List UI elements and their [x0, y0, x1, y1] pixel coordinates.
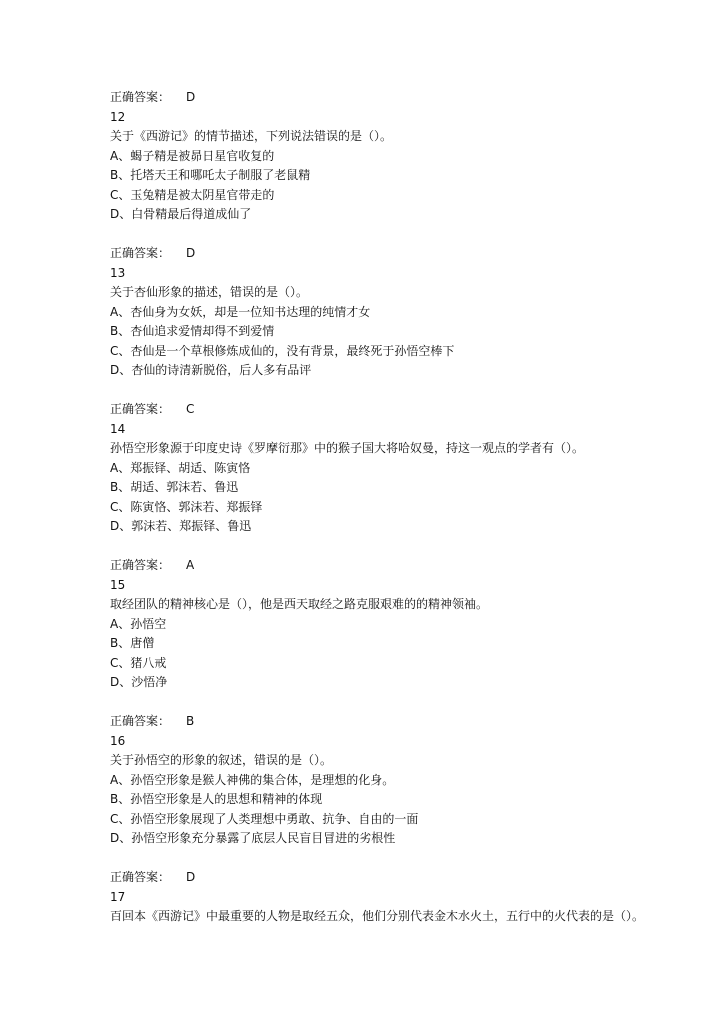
question-number: 14: [110, 421, 126, 436]
question-text: 关于孙悟空的形象的叙述，错误的是（）。: [110, 753, 333, 767]
answer-line: [110, 244, 670, 264]
option-item: C、陈寅恪、郭沫若、郑振铎: [110, 499, 263, 514]
question-block: [110, 88, 670, 244]
answer-label: 正确答案：: [110, 870, 171, 884]
answer-value: A: [186, 558, 195, 572]
option-item: A、杏仙身为女妖，却是一位知书达理的纯情才女: [110, 304, 371, 319]
answer-label: 正确答案：: [110, 714, 171, 728]
option-item: D、孙悟空形象充分暴露了底层人民盲目冒进的劣根性: [110, 831, 396, 845]
option-item: B、杏仙追求爱情却得不到爱情: [110, 324, 275, 338]
option-item: B、胡适、郭沫若、鲁迅: [110, 480, 239, 494]
block-spacer: [110, 849, 670, 869]
question-number: 16: [110, 733, 126, 748]
question-text: 孙悟空形象源于印度史诗《罗摩衍那》中的猴子国大将哈奴曼，持这一观点的学者有（）。: [110, 441, 585, 455]
option-item: D、杏仙的诗清新脱俗，后人多有品评: [110, 363, 312, 377]
question-block: [110, 868, 670, 927]
question-text: 关于《西游记》的情节描述，下列说法错误的是（）。: [110, 129, 393, 143]
answer-line: [110, 88, 670, 108]
option-item: D、白骨精最后得道成仙了: [110, 207, 252, 221]
block-spacer: [110, 225, 670, 245]
answer-value: C: [186, 402, 195, 416]
question-block: [110, 712, 670, 868]
option-item: C、猪八戒: [110, 655, 167, 670]
block-spacer: [110, 693, 670, 713]
option-item: C、杏仙是一个草根修炼成仙的，没有背景，最终死于孙悟空棒下: [110, 343, 455, 358]
option-item: A、孙悟空形象是猴人神佛的集合体，是理想的化身。: [110, 772, 395, 787]
answer-line: [110, 712, 670, 732]
option-item: B、托塔天王和哪吒太子制服了老鼠精: [110, 168, 311, 182]
answer-value: D: [186, 870, 196, 884]
answer-label: 正确答案：: [110, 402, 171, 416]
question-number: 17: [110, 889, 126, 904]
answer-value: D: [186, 246, 196, 260]
option-item: C、玉兔精是被太阴星官带走的: [110, 187, 275, 202]
question-number: 15: [110, 577, 126, 592]
question-text: 百回本《西游记》中最重要的人物是取经五众，他们分别代表金木水火土，五行中的火代表的是（）。: [110, 909, 645, 923]
option-item: B、唐僧: [110, 636, 155, 650]
answer-line: [110, 400, 670, 420]
question-number: 13: [110, 265, 126, 280]
option-item: A、孙悟空: [110, 616, 167, 631]
option-item: D、沙悟净: [110, 675, 168, 689]
option-item: A、蝎子精是被昴日星官收复的: [110, 148, 275, 163]
answer-line: [110, 868, 670, 888]
option-item: A、郑振铎、胡适、陈寅恪: [110, 460, 251, 475]
option-item: D、郭沫若、郑振铎、鲁迅: [110, 519, 252, 533]
question-block: [110, 556, 670, 712]
answer-value: D: [186, 90, 196, 104]
answer-label: 正确答案：: [110, 558, 171, 572]
answer-line: [110, 556, 670, 576]
block-spacer: [110, 537, 670, 557]
option-item: B、孙悟空形象是人的思想和精神的体现: [110, 792, 323, 806]
question-block: [110, 244, 670, 400]
question-block: [110, 400, 670, 556]
question-list: [110, 88, 670, 927]
block-spacer: [110, 381, 670, 401]
option-item: C、孙悟空形象展现了人类理想中勇敢、抗争、自由的一面: [110, 811, 419, 826]
question-text: 取经团队的精神核心是（），他是西天取经之路克服艰难的的精神领袖。: [110, 597, 489, 611]
answer-label: 正确答案：: [110, 90, 171, 104]
answer-value: B: [186, 714, 195, 728]
answer-label: 正确答案：: [110, 246, 171, 260]
question-number: 12: [110, 109, 126, 124]
question-text: 关于杏仙形象的描述，错误的是（）。: [110, 285, 309, 299]
